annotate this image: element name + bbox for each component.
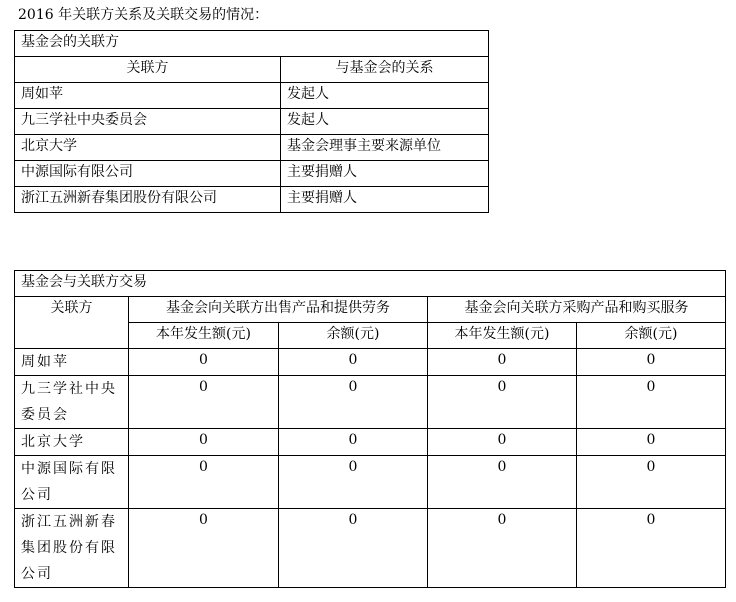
party-cell: 九三学社中央委员会 [15,109,281,135]
purchase-balance-cell: 0 [577,376,726,429]
table-row [15,456,726,509]
sales-amount-cell: 0 [129,376,279,429]
party-cell: 九三学社中央委员会 [15,376,129,429]
related-parties-title: 基金会的关联方 [15,31,489,57]
column-header-party: 关联方 [15,297,129,349]
sales-amount-cell: 0 [129,349,279,376]
purchase-balance-cell: 0 [577,509,726,588]
party-cell: 北京大学 [15,135,281,161]
subheader-purchase-amount: 本年发生额(元) [428,323,577,349]
sales-balance-cell: 0 [279,376,428,429]
party-cell: 浙江五洲新春集团股份有限公司 [15,187,281,213]
purchase-balance-cell: 0 [577,456,726,509]
sales-balance-cell: 0 [279,349,428,376]
related-parties-table [14,30,489,213]
subheader-purchase-balance: 余额(元) [577,323,726,349]
party-cell: 中源国际有限公司 [15,161,281,187]
relation-cell: 发起人 [281,109,489,135]
purchase-balance-cell: 0 [577,349,726,376]
table-row [15,349,726,376]
party-cell: 周如苹 [15,83,281,109]
relation-cell: 发起人 [281,83,489,109]
table-row [15,161,489,187]
party-cell: 浙江五洲新春集团股份有限公司 [15,509,129,588]
sales-amount-cell: 0 [129,509,279,588]
table-row [15,509,726,588]
table-row [15,83,489,109]
purchase-amount-cell: 0 [428,456,577,509]
group-header-purchase: 基金会向关联方采购产品和购买服务 [428,297,726,323]
subheader-sales-balance: 余额(元) [279,323,428,349]
relation-cell: 基金会理事主要来源单位 [281,135,489,161]
sales-balance-cell: 0 [279,509,428,588]
purchase-amount-cell: 0 [428,376,577,429]
table-row [15,429,726,456]
table-row [15,376,726,429]
purchase-amount-cell: 0 [428,349,577,376]
group-header-sales: 基金会向关联方出售产品和提供劳务 [129,297,428,323]
sales-balance-cell: 0 [279,456,428,509]
table-row [15,109,489,135]
column-header-party: 关联方 [15,57,281,83]
relation-cell: 主要捐赠人 [281,187,489,213]
subheader-sales-amount: 本年发生额(元) [129,323,279,349]
column-header-relation: 与基金会的关系 [281,57,489,83]
sales-amount-cell: 0 [129,429,279,456]
related-transactions-table [14,270,726,588]
purchase-amount-cell: 0 [428,509,577,588]
party-cell: 北京大学 [15,429,129,456]
relation-cell: 主要捐赠人 [281,161,489,187]
sales-balance-cell: 0 [279,429,428,456]
table-row [15,135,489,161]
purchase-amount-cell: 0 [428,429,577,456]
section-heading: 2016 年关联方关系及关联交易的情况： [18,7,269,23]
party-cell: 周如苹 [15,349,129,376]
party-cell: 中源国际有限公司 [15,456,129,509]
sales-amount-cell: 0 [129,456,279,509]
transactions-title: 基金会与关联方交易 [15,271,726,297]
purchase-balance-cell: 0 [577,429,726,456]
table-row [15,187,489,213]
